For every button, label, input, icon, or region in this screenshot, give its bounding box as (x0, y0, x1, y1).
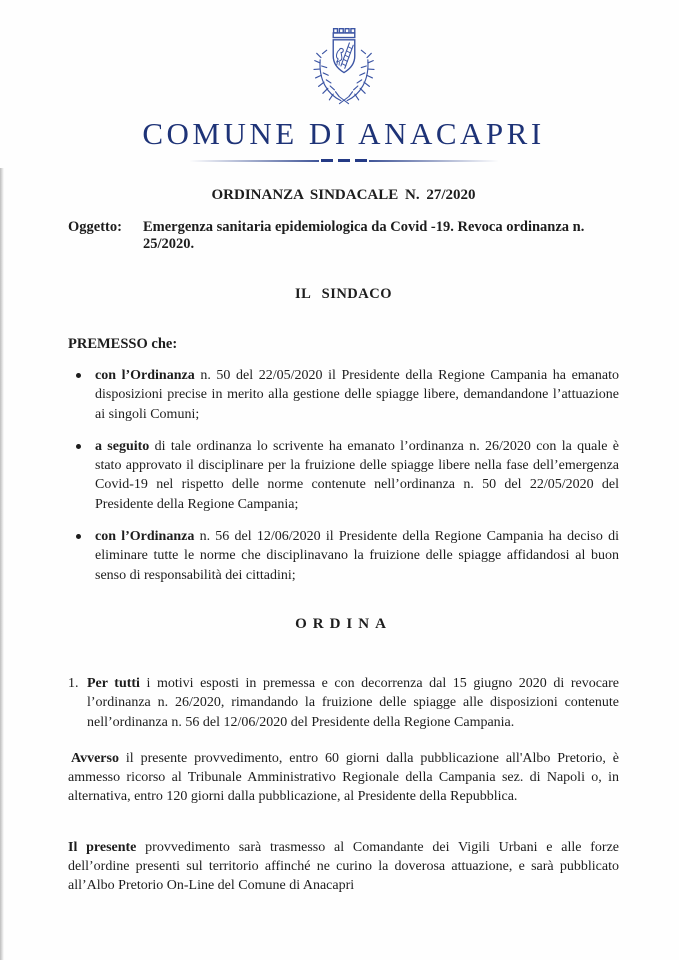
order-item-lead: Per tutti (87, 675, 140, 691)
premise-item (68, 527, 619, 585)
order-item-body: i motivi esposti in premessa e con decorrenza dal 15 giugno 2020 di revocare l’ordinanza n. 26/2020, rimandando la fruizione delle spiagge alle disposizioni contenute nell’ordinanza n. 56 del 12/06/2020 del Presidente della Regione Campania. (87, 675, 620, 730)
closing-body: provvedimento sarà trasmesso al Comandante dei Vigili Urbani e alle forze dell’ordine presenti sul territorio affinché ne curino la doverosa attuazione, e sarà pubblicato all’Albo Pretorio On-Line del Comune di Anacapri (68, 839, 620, 894)
order-item (68, 674, 619, 732)
premise-lead: con l’Ordinanza (95, 529, 195, 545)
divider-left-line (189, 160, 319, 162)
issuer-heading: IL SINDACO (294, 286, 392, 302)
bullet-icon (76, 444, 81, 449)
bullet-icon (76, 534, 81, 539)
premise-body: n. 50 del 22/05/2020 il Presidente della Regione Campania ha emanato disposizioni precise in merito alla gestione delle spiagge libere, demandandone l’attuazione ai singoli Comuni; (95, 368, 619, 422)
ordinance-title: ORDINANZA SINDACALE N. 27/2020 (211, 187, 476, 203)
divider-right-line (369, 160, 499, 162)
premise-lead: a seguito (95, 438, 150, 454)
appeal-body: il presente provvedimento, entro 60 giorni dalla pubblicazione all'Albo Pretorio, è ammesso ricorso al Tribunale Amministrativo Regionale della Campania sez. di Napoli o, in alternativa, entro 120 giorni dalla pubblicazione, al Presidente della Repubblica. (68, 750, 619, 805)
municipality-name: COMUNE DI ANACAPRI (142, 116, 545, 151)
premise-body: di tale ordinanza lo scrivente ha emanato l’ordinanza n. 26/2020 con la quale è stato approvato il disciplinare per la fruizione delle spiagge libere nella fase dell’emergenza Covid-19 nel rispetto delle norme contenute nell’ordinanza n. 50 del 22/05/2020 del Presidente della Regione Campania; (95, 438, 619, 512)
subject-text: Emergenza sanitaria epidemiologica da Covid -19. Revoca ordinanza n. 25/2020. (142, 219, 585, 252)
order-list (68, 674, 619, 732)
closing-lead: Il presente (68, 839, 137, 855)
crest-wrap (68, 26, 619, 111)
premise-heading: PREMESSO che: (68, 336, 178, 352)
anacapri-coat-of-arms-icon (305, 26, 383, 111)
premise-item (68, 437, 619, 514)
appeal-lead: Avverso (71, 750, 119, 766)
divider-center-dashes (321, 159, 367, 162)
closing-paragraph (68, 838, 619, 896)
premise-body: n. 56 del 12/06/2020 il Presidente della Regione Campania ha deciso di eliminare tutte le norme che disciplinavano la fruizione delle spiagge affidandosi al buon senso di responsabilità dei cittadini; (95, 529, 619, 583)
premises-list (68, 366, 619, 585)
subject-row (68, 219, 619, 253)
bullet-icon (76, 373, 81, 378)
letterhead (68, 26, 619, 162)
premise-item (68, 366, 619, 424)
order-item-text (87, 674, 619, 732)
order-heading: ORDINA (295, 615, 392, 632)
letterhead-divider (189, 159, 499, 162)
crest-shield (333, 40, 355, 73)
crest-crown (333, 29, 355, 38)
subject-label: Oggetto: (68, 219, 122, 235)
order-item-number: 1. (68, 675, 79, 691)
premise-lead: con l’Ordinanza (95, 368, 195, 383)
appeal-paragraph (68, 749, 619, 807)
